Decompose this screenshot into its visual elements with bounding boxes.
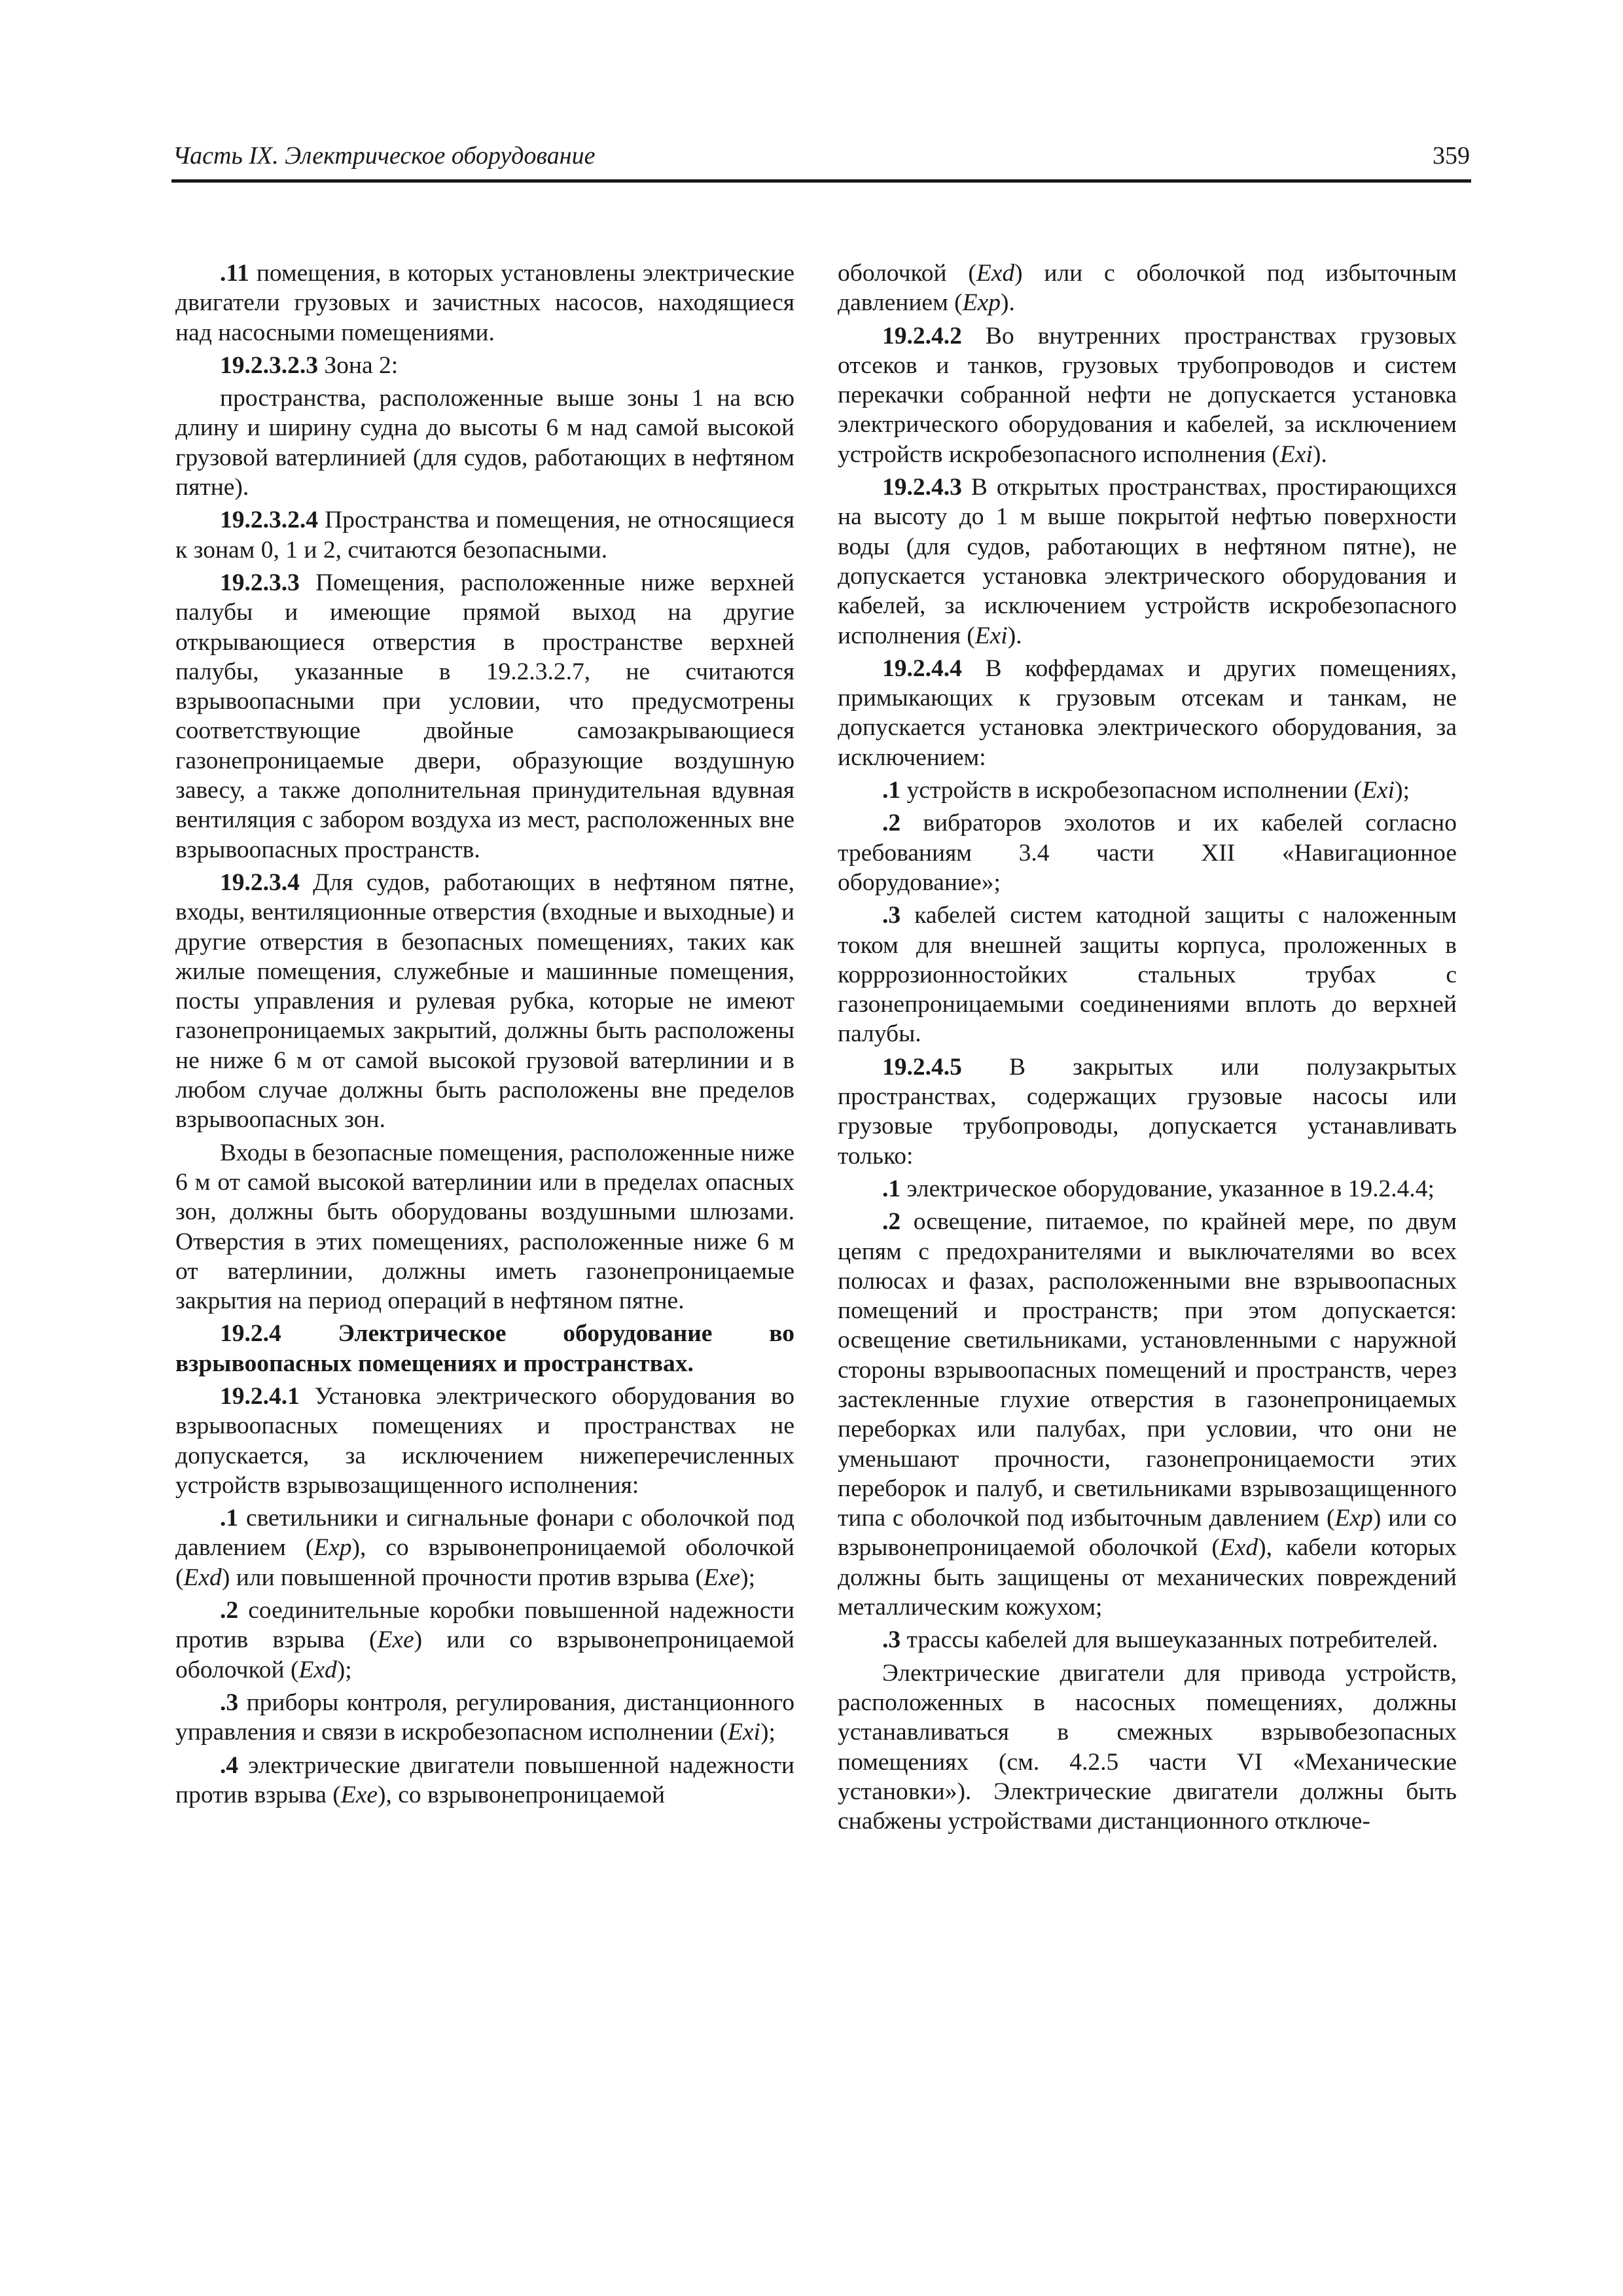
paragraph-text: Электрическое оборудование во взрывоопасных помещениях и пространствах. [175,1320,794,1377]
clause-number: 19.2.4.1 [220,1382,300,1410]
paragraph [838,1207,1457,1622]
clause-number: .2 [882,1208,901,1236]
paragraph-text: Помещения, расположенные ниже верхней палубы и имеющие прямой выход на другие открывающиеся отверстия в пространстве верхней палубы, указанные в 19.2.3.2.7, не считаются взрывоопасными при условии, что предусмотрены соответствующие двойные самозакрывающиеся газонепроницаемые двери, образующие воздушную завесу, а также дополнительная принудительная вдувная вентиляция с забором воздуха из мест, расположенных вне взрывоопасных пространств. [175,569,794,863]
clause-number: 19.2.4.5 [882,1053,962,1081]
paragraph [175,568,794,865]
paragraph-text: светильники и сигнальные фонари с оболочкой под давлением (Exp), со взрывонепроницаемой оболочкой (Exd) или повышенной прочности против взрыва (Exe); [175,1505,794,1591]
paragraph-text: Зона 2: [318,351,399,379]
paragraph-text: соединительные коробки повышенной надежности против взрыва (Exe) или со взрывонепроницаемой оболочкой (Exd); [175,1597,794,1683]
clause-number: 19.2.3.3 [220,569,300,596]
paragraph [838,808,1457,897]
paragraph-text: Пространства и помещения, не относящиеся к зонам 0, 1 и 2, считаются безопасными. [175,507,794,564]
paragraph-text: В закрытых или полузакрытых пространствах, содержащих грузовые насосы или грузовые трубопроводы, допускается устанавливать только: [838,1053,1457,1170]
clause-number: .4 [220,1751,239,1779]
paragraph [175,1503,794,1592]
paragraph [838,259,1457,318]
running-header [171,141,1471,183]
clause-number: .3 [220,1689,239,1716]
paragraph [838,654,1457,772]
paragraph [175,384,794,502]
clause-number: 19.2.3.4 [220,869,300,896]
paragraph [838,1174,1457,1204]
paragraph [175,259,794,348]
clause-number: 19.2.3.2.4 [220,507,318,534]
paragraph [175,1596,794,1685]
paragraph-text: Для судов, работающих в нефтяном пятне, входы, вентиляционные отверстия (входные и выходные) и другие отверстия в безопасных помещениях, таких как жилые помещения, служебные и машинные помещения, посты управления и рулевая рубка, которые не имеют газонепроницаемых закрытий, должны быть расположены не ниже 6 м от самой высокой грузовой ватерлинии и в любом случае должны быть расположены вне пределов взрывоопасных зон. [175,869,794,1134]
paragraph [175,351,794,380]
paragraph [838,1659,1457,1837]
clause-number: .1 [220,1505,239,1532]
clause-number: 19.2.4.2 [882,322,962,350]
paragraph [838,473,1457,651]
clause-number: .1 [882,1175,901,1202]
right-column [838,259,1457,1839]
clause-number: 19.2.4.3 [882,474,962,501]
clause-number: .3 [882,1626,901,1654]
paragraph [838,1052,1457,1171]
paragraph-text: кабелей систем катодной защиты с наложенным током для внешней защиты корпуса, проложенных в корррозионностойких стальных трубах с газонепроницаемыми соединениями вплоть до верхней палубы. [838,902,1457,1048]
paragraph [175,1138,794,1316]
paragraph [175,505,794,565]
header-title: Часть IX. Электрическое оборудование [173,142,596,170]
paragraph-text: Входы в безопасные помещения, расположенные ниже 6 м от самой высокой ватерлинии или в пределах опасных зон, должны быть оборудованы воздушными шлюзами. Отверстия в этих помещениях, расположенные ниже 6 м от ватерлинии, должны иметь газонепроницаемые закрытия на период операций в нефтяном пятне. [175,1139,794,1315]
paragraph-text: трассы кабелей для вышеуказанных потребителей. [901,1626,1438,1654]
clause-number: .2 [220,1597,239,1624]
paragraph-text: устройств в искробезопасном исполнении (Exi); [901,777,1410,804]
paragraph-text: В открытых пространствах, простирающихся на высоту до 1 м выше покрытой нефтью поверхности воды (для судов, работающих в нефтяном пятне), не допускается установка электрического оборудования и кабелей, за исключением устройств искробезопасного исполнения (Exi). [838,474,1457,649]
paragraph [175,1751,794,1810]
paragraph-text: пространства, расположенные выше зоны 1 на всю длину и ширину судна до высоты 6 м над самой высокой грузовой ватерлинией (для судов, работающих в нефтяном пятне). [175,385,794,501]
clause-number: 19.2.4 [220,1320,281,1348]
paragraph [838,1625,1457,1655]
paragraph [175,868,794,1135]
paragraph [175,1382,794,1500]
paragraph-text: В коффердамах и других помещениях, примыкающих к грузовым отсекам и танкам, не допускается установка электрического оборудования, за исключением: [838,655,1457,771]
left-column [175,259,794,1813]
clause-number: 19.2.3.2.3 [220,351,318,379]
paragraph-text: электрические двигатели повышенной надежности против взрыва (Exe), со взрывонепроницаемой [175,1751,794,1808]
paragraph-text: освещение, питаемое, по крайней мере, по двум цепям с предохранителями и выключателями во всех полюсах и фазах, расположенными вне взрывоопасных помещений и пространств; при этом допускается: освещение светильниками, установленными с наружной стороны взрывоопасных помещений и пространств, через застекленные глухие отверстия в газонепроницаемых переборках или палубах, при условии, что они не уменьшают прочности, газонепроницаемости этих переборок и палуб, и светильниками взрывозащищенного типа с оболочкой под избыточным давлением (Exp) или со взрывонепроницаемой оболочкой (Exd), кабели которых должны быть защищены от механических повреждений металлическим кожухом; [838,1208,1457,1621]
clause-number: 19.2.4.4 [882,655,962,682]
paragraph-text: приборы контроля, регулирования, дистанционного управления и связи в искробезопасном исполнении (Exi); [175,1689,794,1746]
clause-number: .2 [882,810,901,837]
paragraph [838,776,1457,805]
paragraph-text: Во внутренних пространствах грузовых отсеков и танков, грузовых трубопроводов и систем перекачки собранной нефти не допускается установка электрического оборудования и кабелей, за исключением устройств искробезопасного исполнения (Exi). [838,322,1457,468]
paragraph-text: электрическое оборудование, указанное в 19.2.4.4; [901,1175,1435,1202]
clause-number: .1 [882,777,901,804]
clause-number: .3 [882,902,901,929]
page-number: 359 [1433,142,1470,170]
clause-number: .11 [220,260,249,287]
paragraph-text: Установка электрического оборудования во взрывоопасных помещениях и пространствах не допускается, за исключением нижеперечисленных устройств взрывозащищенного исполнения: [175,1382,794,1499]
paragraph-text: оболочкой (Exd) или с оболочкой под избыточным давлением (Exp). [838,260,1457,317]
paragraph [175,1688,794,1748]
paragraph [175,1319,794,1378]
paragraph-text: вибраторов эхолотов и их кабелей согласно требованиям 3.4 части XII «Навигационное оборудование»; [838,810,1457,896]
paragraph-text: Электрические двигатели для привода устройств, расположенных в насосных помещениях, должны устанавливаться в смежных взрывобезопасных помещениях (см. 4.2.5 части VI «Механические установки»). Электрические двигатели должны быть снабжены устройствами дистанционного отключе- [838,1659,1457,1835]
paragraph [838,321,1457,469]
paragraph-text: помещения, в которых установлены электрические двигатели грузовых и зачистных насосов, находящиеся над насосными помещениями. [175,260,794,346]
paragraph [838,901,1457,1049]
